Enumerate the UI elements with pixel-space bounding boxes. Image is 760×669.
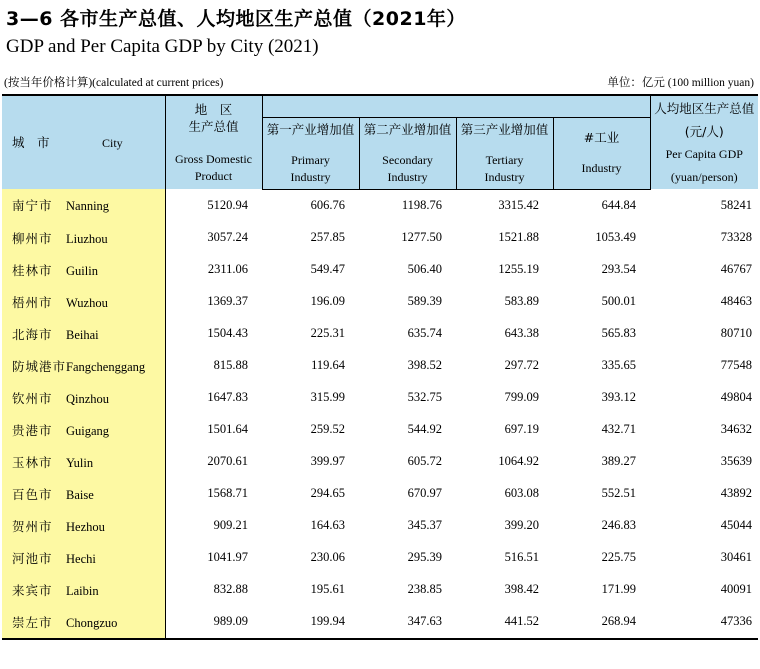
tertiary-value: 297.72 [504,358,539,372]
secondary-value: 635.74 [407,326,442,340]
city-name-cn: 钦州市 [12,390,53,406]
secondary-value: 589.39 [407,294,442,308]
city-name-en: Nanning [66,199,110,214]
secondary-header: 第二产业增加值 Secondary Industry [359,117,456,189]
table-row [2,254,758,286]
table-row [2,414,758,446]
industry-value: 393.12 [601,390,636,404]
tertiary-value: 799.09 [504,390,539,404]
industry-value: 335.65 [601,358,636,372]
city-name-en: Yulin [66,455,94,470]
secondary-value: 544.92 [407,422,442,436]
title-chinese: 3—6 各市生产总值、人均地区生产总值（2021年） [6,8,466,30]
secondary-value: 238.85 [407,582,442,596]
industry-value: 293.54 [601,262,636,276]
percap-value: 48463 [720,294,752,308]
table-row [2,606,758,639]
gdp-header: 地 区 生产总值 Gross Domestic Product [165,95,262,189]
industry-group-header [262,95,650,117]
gdp-value: 5120.94 [207,197,248,212]
tertiary-value: 643.38 [504,326,539,340]
primary-value: 315.99 [310,390,345,404]
percap-value: 49804 [720,390,752,404]
city-name-cn: 南宁市 [12,198,53,214]
gdp-value: 1568.71 [207,486,248,500]
city-name-cn: 柳州市 [12,230,53,246]
gdp-value: 989.09 [165,606,262,639]
city-name-cn: 崇左市 [12,614,53,630]
city-cell [2,478,165,510]
percap-value: 47336 [650,606,758,639]
gdp-value: 909.21 [213,518,248,532]
city-name-en: Guigang [66,423,110,438]
price-note: (按当年价格计算)(calculated at current prices) [4,77,224,89]
city-cell [2,510,165,542]
city-cell [2,606,165,639]
city-name-en: Fangchenggang [66,359,146,374]
secondary-value: 1198.76 [401,198,442,212]
city-name-en: Wuzhou [66,295,108,310]
table-row [2,574,758,606]
tertiary-value: 3315.42 [498,198,539,212]
industry-value: 565.83 [601,326,636,340]
per-capita-header: 人均地区生产总值 (元/人) Per Capita GDP (yuan/person) [650,95,758,189]
primary-header: 第一产业增加值 Primary Industry [262,117,359,189]
table-row [2,446,758,478]
tertiary-value: 399.20 [504,518,539,532]
table-row [2,382,758,414]
industry-header: #工业 Industry [553,117,650,189]
industry-value: 268.94 [553,606,650,639]
primary-value: 294.65 [310,486,345,500]
city-name-en: Guilin [66,263,98,278]
city-name-cn: 河池市 [12,550,53,566]
percap-value: 30461 [720,550,752,564]
gdp-value: 3057.24 [207,230,248,244]
table-row [2,222,758,254]
primary-value: 259.52 [310,422,345,436]
industry-value: 432.71 [601,422,636,436]
primary-value: 230.06 [310,550,345,564]
city-name-en: Qinzhou [66,391,110,406]
tertiary-value: 1521.88 [498,230,539,244]
primary-value: 195.61 [310,582,345,596]
percap-value: 58241 [720,197,752,212]
city-cell [2,382,165,414]
city-name-en: Beihai [66,327,99,342]
percap-value: 46767 [720,262,752,276]
percap-value: 43892 [720,486,752,500]
industry-value: 246.83 [601,518,636,532]
industry-value: 389.27 [601,454,636,468]
gdp-value: 1369.37 [207,294,248,308]
primary-value: 164.63 [310,518,345,532]
city-cell [2,254,165,286]
tertiary-value: 697.19 [504,422,539,436]
unit-note: 单位：亿元 (100 million yuan) [607,77,754,89]
city-header: 城 市 City [2,95,165,189]
city-name-cn: 北海市 [12,326,53,342]
primary-value: 549.47 [310,262,345,276]
city-name-cn: 百色市 [12,486,53,502]
primary-value: 399.97 [310,454,345,468]
primary-value: 199.94 [262,606,359,639]
city-name-cn: 玉林市 [12,454,53,470]
city-cell [2,286,165,318]
tertiary-value: 1064.92 [498,454,539,468]
secondary-value: 398.52 [407,358,442,372]
percap-value: 80710 [720,326,752,340]
city-name-cn: 防城港市 [12,358,67,374]
gdp-value: 832.88 [213,582,248,596]
industry-value: 225.75 [601,550,636,564]
percap-value: 40091 [720,582,752,596]
gdp-value: 1647.83 [207,390,248,404]
tertiary-value: 441.52 [456,606,553,639]
primary-value: 257.85 [310,230,345,244]
percap-value: 35639 [720,454,752,468]
city-cell [2,189,165,222]
industry-value: 171.99 [601,582,636,596]
gdp-value: 815.88 [213,358,248,372]
secondary-value: 605.72 [407,454,442,468]
percap-value: 45044 [720,518,752,532]
city-name-en: Chongzuo [66,615,118,630]
city-cell [2,414,165,446]
table-row [2,350,758,382]
secondary-value: 670.97 [407,486,442,500]
tertiary-value: 398.42 [504,582,539,596]
industry-value: 500.01 [601,294,636,308]
city-cell [2,574,165,606]
tertiary-value: 583.89 [504,294,539,308]
table-row [2,510,758,542]
percap-value: 73328 [720,230,752,244]
city-name-cn: 来宾市 [12,582,53,598]
tertiary-value: 516.51 [504,550,539,564]
city-cell [2,318,165,350]
table-row [2,286,758,318]
percap-value: 34632 [720,422,752,436]
city-name-en: Hechi [66,551,96,566]
primary-value: 225.31 [310,326,345,340]
city-cell [2,542,165,574]
table-row [2,542,758,574]
table-row [2,478,758,510]
gdp-value: 1041.97 [207,550,248,564]
tertiary-value: 603.08 [504,486,539,500]
city-name-en: Hezhou [66,519,105,534]
secondary-value: 345.37 [407,518,442,532]
city-cell [2,350,165,382]
tertiary-value: 1255.19 [498,262,539,276]
table-row [2,318,758,350]
city-name-en: Liuzhou [66,231,108,246]
city-name-cn: 贺州市 [12,518,53,534]
city-name-en: Laibin [66,583,99,598]
city-cell [2,222,165,254]
gdp-table [2,94,758,640]
title-english: GDP and Per Capita GDP by City (2021) [6,36,319,57]
secondary-value: 506.40 [407,262,442,276]
gdp-value: 1504.43 [207,326,248,340]
city-name-cn: 桂林市 [12,262,53,278]
gdp-value: 1501.64 [207,422,248,436]
secondary-value: 347.63 [359,606,456,639]
gdp-value: 2311.06 [207,262,248,276]
industry-value: 1053.49 [595,230,636,244]
city-cell [2,446,165,478]
secondary-value: 1277.50 [401,230,442,244]
table-row [2,189,758,222]
city-name-cn: 贵港市 [12,422,53,438]
city-name-en: Baise [66,487,94,502]
industry-value: 644.84 [601,198,636,212]
tertiary-header: 第三产业增加值 Tertiary Industry [456,117,553,189]
primary-value: 119.64 [311,358,345,372]
gdp-value: 2070.61 [207,454,248,468]
primary-value: 196.09 [310,294,345,308]
industry-value: 552.51 [601,486,636,500]
primary-value: 606.76 [310,198,345,212]
city-name-cn: 梧州市 [12,294,53,310]
secondary-value: 295.39 [407,550,442,564]
secondary-value: 532.75 [407,390,442,404]
percap-value: 77548 [720,358,752,372]
